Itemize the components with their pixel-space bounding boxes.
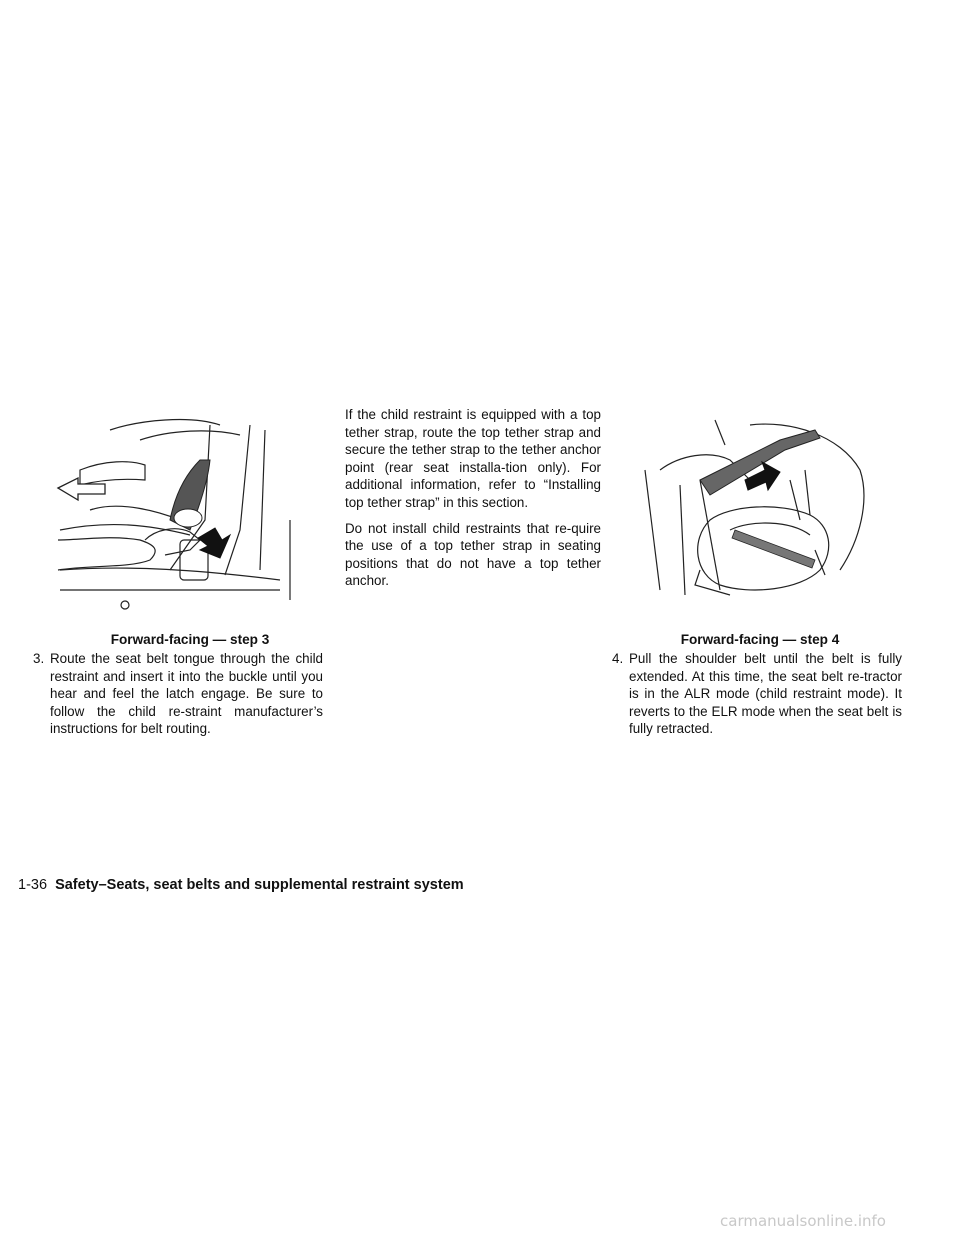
- figure-step4: [640, 410, 880, 620]
- page-number: 1-36: [18, 877, 48, 893]
- middle-column: [345, 406, 601, 598]
- figure-step3: [50, 400, 300, 620]
- child-seat-buckle-illustration: [50, 400, 300, 620]
- step-3: [33, 650, 323, 738]
- figure-caption-step4: Forward-facing — step 4: [680, 632, 840, 647]
- paragraph: Do not install child restraints that re-quire the use of a top tether strap in seating positions that do not have a top tether anchor.: [345, 520, 601, 589]
- step-number: 4.: [612, 651, 624, 666]
- step-4: [612, 650, 902, 738]
- step-text: Route the seat belt tongue through the child restraint and insert it into the buckle until you hear and feel the latch engage. Be sure to follow the child re-straint manufacturer’s instructions for belt routing.: [50, 651, 323, 737]
- down-arrow-icon: [198, 528, 230, 558]
- paragraph: If the child restraint is equipped with a top tether strap, route the top tether strap and secure the tether strap to the tether anchor point (rear seat installa-tion only). For additional information, refer to “Installing top tether strap” in this section.: [345, 407, 601, 510]
- page-footer: [18, 877, 464, 893]
- watermark: carmanualsonline.info: [720, 1212, 886, 1230]
- step-number: 3.: [33, 651, 45, 666]
- section-title: Safety–Seats, seat belts and supplemental restraint system: [55, 877, 464, 893]
- figure-caption-step3: Forward-facing — step 3: [110, 632, 270, 647]
- step-text: Pull the shoulder belt until the belt is fully extended. At this time, the seat belt re-tractor is in the ALR mode (child restraint mode). It reverts to the ELR mode when the seat belt is fully retracted.: [629, 651, 902, 737]
- shoulder-belt-illustration: [640, 410, 880, 620]
